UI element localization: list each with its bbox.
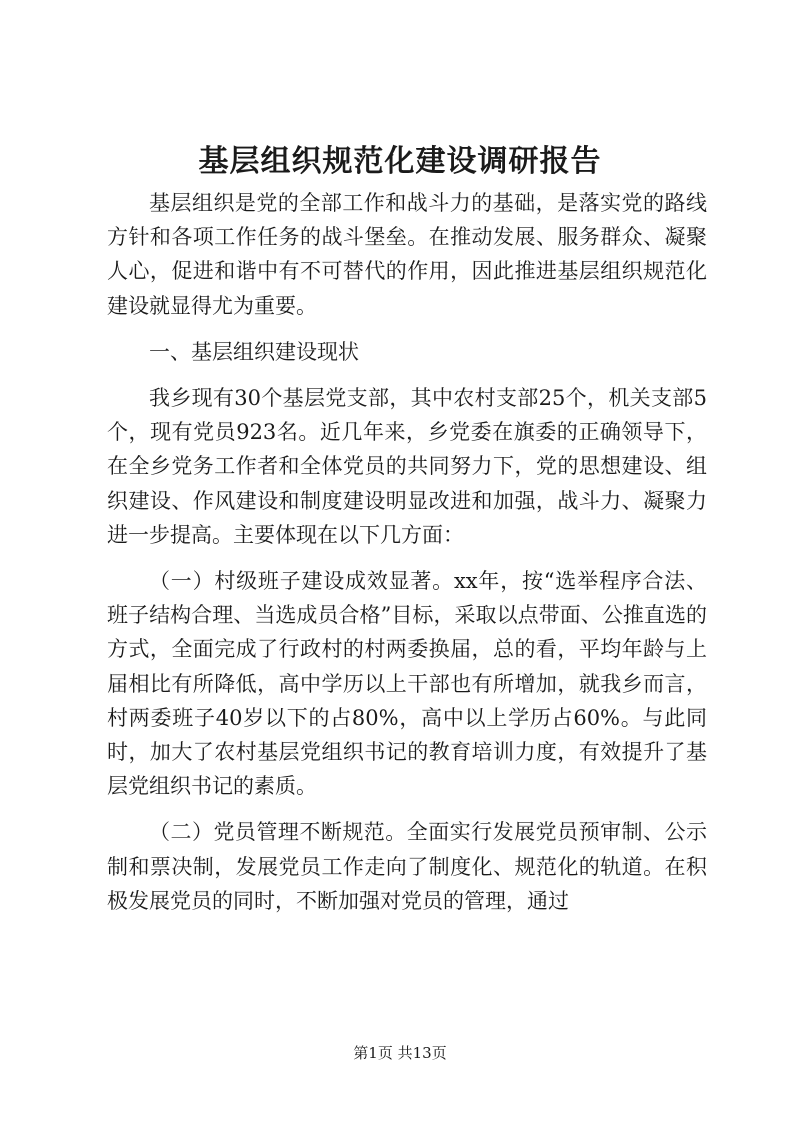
status-paragraph: 我乡现有30个基层党支部，其中农村支部25个，机关支部5个，现有党员923名。近几年来，乡党委在旗委的正确领导下，在全乡党务工作者和全体党员的共同努力下，党的思想建设、组织建设、作风建设和制度建设明显改进和加强，战斗力、凝聚力进一步提高。主要体现在以下几方面： — [107, 386, 707, 547]
document-body — [107, 186, 707, 918]
document-title: 基层组织规范化建设调研报告 — [198, 144, 602, 179]
intro-paragraph: 基层组织是党的全部工作和战斗力的基础，是落实党的路线方针和各项工作任务的战斗堡垒。在推动发展、服务群众、凝聚人心，促进和谐中有不可替代的作用，因此推进基层组织规范化建设就显得尤为重要。 — [107, 191, 707, 318]
village-team-paragraph: （一）村级班子建设成效显著。xx年，按“选举程序合法、班子结构合理、当选成员合格”目标，采取以点带面、公推直选的方式，全面完成了行政村的村两委换届，总的看，平均年龄与上届相比有所降低，高中学历以上干部也有所增加，就我乡而言，村两委班子40岁以下的占80%，高中以上学历占60%。与此同时，加大了农村基层党组织书记的教育培训力度，有效提升了基层党组织书记的素质。 — [107, 569, 707, 799]
section-heading-current-status: 一、基层组织建设现状 — [149, 339, 359, 364]
member-management-paragraph: （二）党员管理不断规范。全面实行发展党员预审制、公示制和票决制，发展党员工作走向了制度化、规范化的轨道。在积极发展党员的同时，不断加强对党员的管理，通过 — [107, 820, 707, 913]
page-number-footer: 第1页 共13页 — [353, 1044, 447, 1062]
